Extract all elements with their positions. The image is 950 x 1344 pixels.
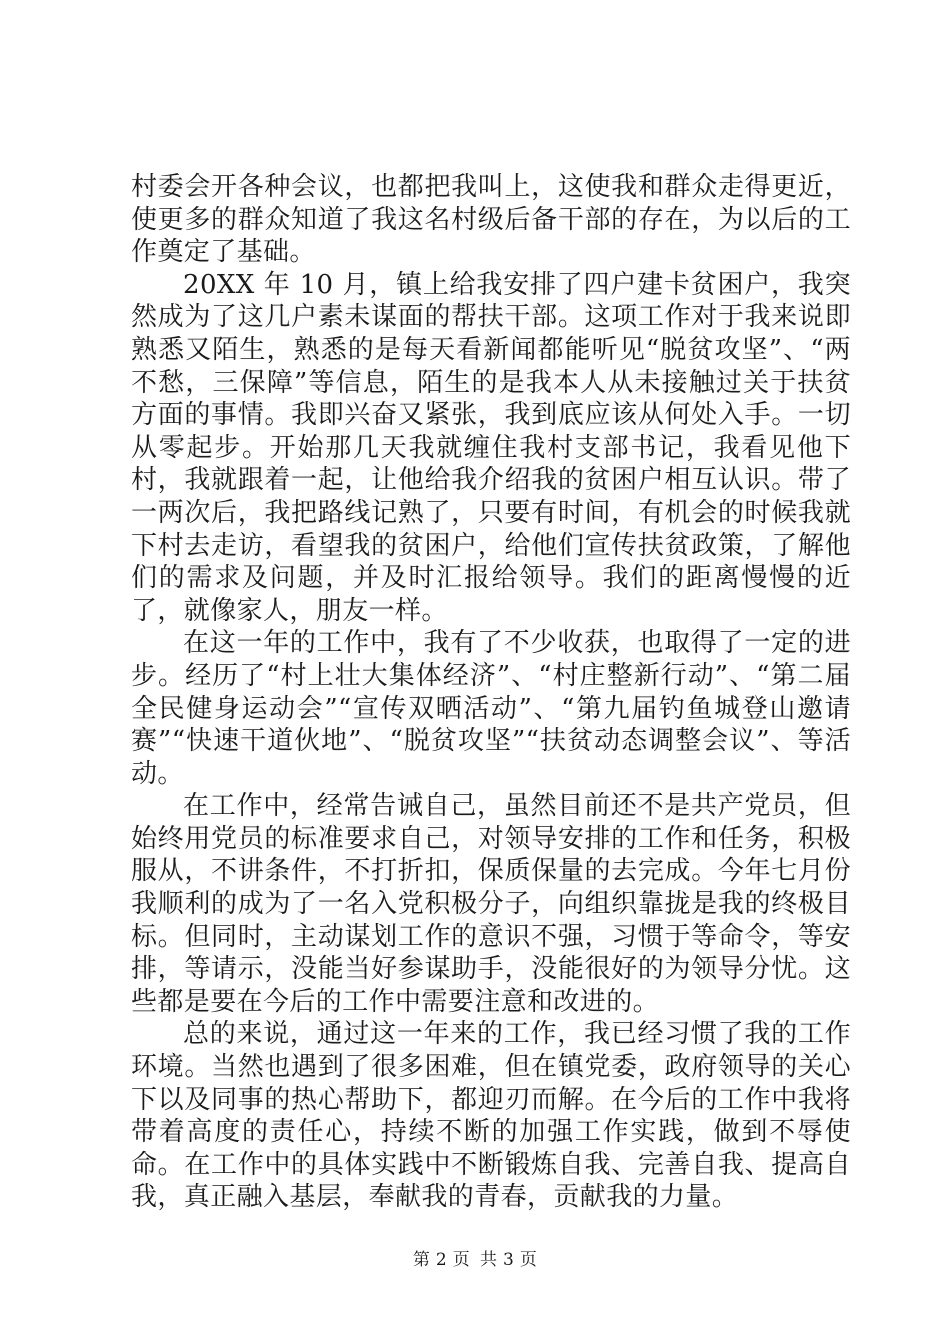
paragraph-self-discipline: 在工作中，经常告诫自己，虽然目前还不是共产党员，但始终用党员的标准要求自己，对领导安排的工作和任务，积极服从，不讲条件，不打折扣，保质保量的去完成。今年七月份我顺利的成为了一名入党积极分子，向组织靠拢是我的终极目标。但同时，主动谋划工作的意识不强，习惯于等命令，等安排，等请示，没能当好参谋助手，没能很好的为领导分忧。这些都是要在今后的工作中需要注意和改进的。 bbox=[131, 791, 851, 1017]
page-total: 共 3 页 bbox=[480, 1250, 538, 1270]
paragraph-poverty-assignment: 20XX 年 10 月，镇上给我安排了四户建卡贫困户，我突然成为了这几户素未谋面的帮扶干部。这项工作对于我来说即熟悉又陌生，熟悉的是每天看新闻都能听见“脱贫攻坚”、“两不愁，三保障”等信息，陌生的是我本人从未接触过关于扶贫方面的事情。我即兴奋又紧张，我到底应该从何处入手。一切从零起步。开始那几天我就缠住我村支部书记，我看见他下村，我就跟着一起，让他给我介绍我的贫困户相互认识。带了一两次后，我把路线记熟了，只要有时间，有机会的时候我就下村去走访，看望我的贫困户，给他们宣传扶贫政策，了解他们的需求及问题，并及时汇报给领导。我们的距离慢慢的近了，就像家人，朋友一样。 bbox=[131, 269, 851, 626]
page-number: 第 2 页 bbox=[412, 1250, 470, 1270]
paragraph-summary: 总的来说，通过这一年来的工作，我已经习惯了我的工作环境。当然也遇到了很多困难，但在镇党委，政府领导的关心下以及同事的热心帮助下，都迎刃而解。在今后的工作中我将带着高度的责任心，持续不断的加强工作实践，做到不辱使命。在工作中的具体实践中不断锻炼自我、完善自我、提高自我，真正融入基层，奉献我的青春，贡献我的力量。 bbox=[131, 1019, 851, 1213]
document-body bbox=[131, 171, 851, 1214]
page-footer bbox=[0, 1245, 950, 1270]
paragraph-annual-gains: 在这一年的工作中，我有了不少收获，也取得了一定的进步。经历了“村上壮大集体经济”、“村庄整新行动”、“第二届全民健身运动会”“宣传双晒活动”、“第九届钓鱼城登山邀请赛”“快速干道伙地”、“脱贫攻坚”“扶贫动态调整会议”、等活动。 bbox=[131, 628, 851, 789]
paragraph-continuation: 村委会开各种会议，也都把我叫上，这使我和群众走得更近，使更多的群众知道了我这名村级后备干部的存在，为以后的工作奠定了基础。 bbox=[131, 172, 851, 268]
